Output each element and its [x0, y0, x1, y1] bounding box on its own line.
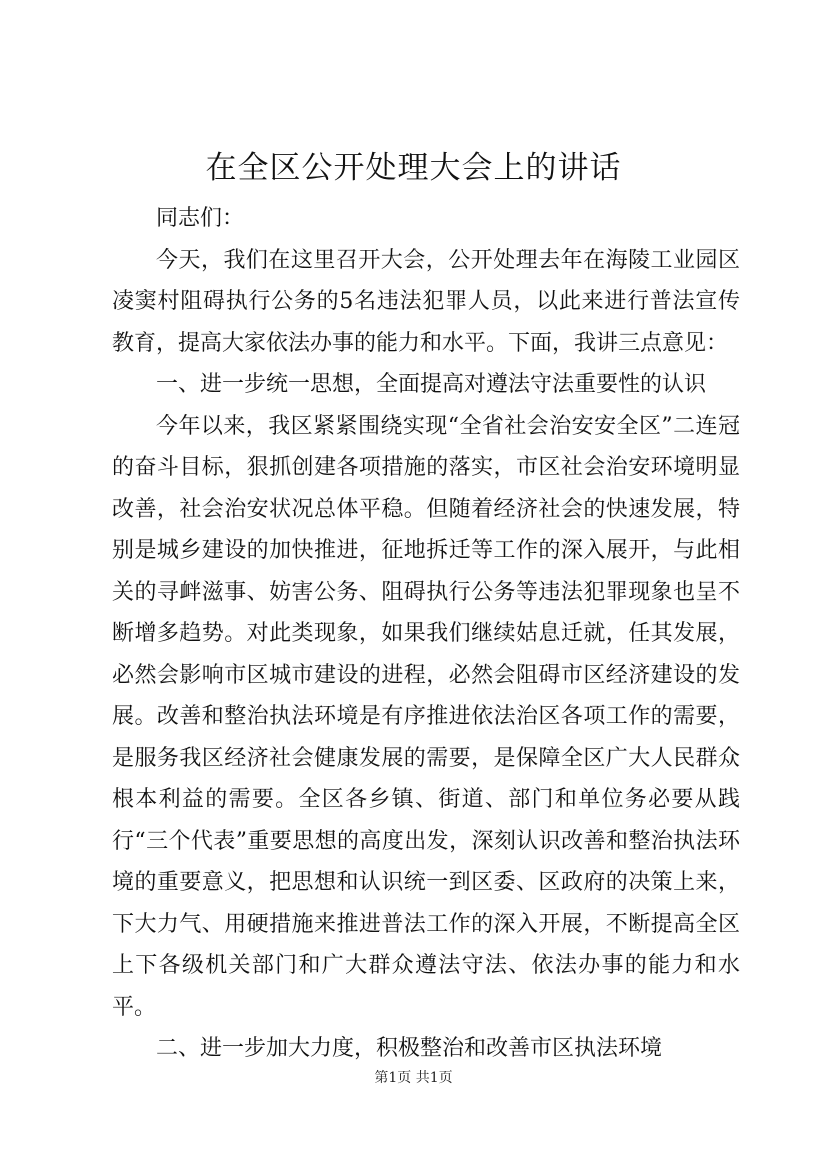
section-heading-2: 二、进一步加大力度，积极整治和改善市区执法环境	[156, 1036, 663, 1061]
page-footer: 第1页 共1页	[374, 1070, 453, 1086]
body-paragraph: 今年以来，我区紧紧围绕实现“全省社会治安安全区”二连冠的奋斗目标，狠抓创建各项措施的落实，市区社会治安环境明显改善，社会治安状况总体平稳。但随着经济社会的快速发展，特别是城乡建设的加快推进，征地拆迁等工作的深入展开，与此相关的寻衅滋事、妨害公务、阻碍执行公务等违法犯罪现象也呈不断增多趋势。对此类现象，如果我们继续姑息迁就，任其发展，必然会影响市区城市建设的进程，必然会阻碍市区经济建设的发展。改善和整治执法环境是有序推进依法治区各项工作的需要，是服务我区经济社会健康发展的需要，是保障全区广大人民群众根本利益的需要。全区各乡镇、街道、部门和单位务必要从践行“三个代表”重要思想的高度出发，深刻认识改善和整治执法环境的重要意义，把思想和认识统一到区委、区政府的决策上来，下大力气、用硬措施来推进普法工作的深入开展，不断提高全区上下各级机关部门和广大群众遵法守法、依法办事的能力和水平。	[112, 413, 740, 1020]
document-title: 在全区公开处理大会上的讲话	[205, 150, 622, 186]
salutation-paragraph: 同志们：	[156, 206, 245, 231]
section-heading-1: 一、进一步统一思想，全面提高对遵法守法重要性的认识	[156, 372, 707, 397]
intro-paragraph: 今天，我们在这里召开大会，公开处理去年在海陵工业园区凌窦村阻碍执行公务的5名违法犯罪人员，以此来进行普法宣传教育，提高大家依法办事的能力和水平。下面，我讲三点意见：	[112, 247, 740, 356]
document-body	[112, 198, 740, 1070]
